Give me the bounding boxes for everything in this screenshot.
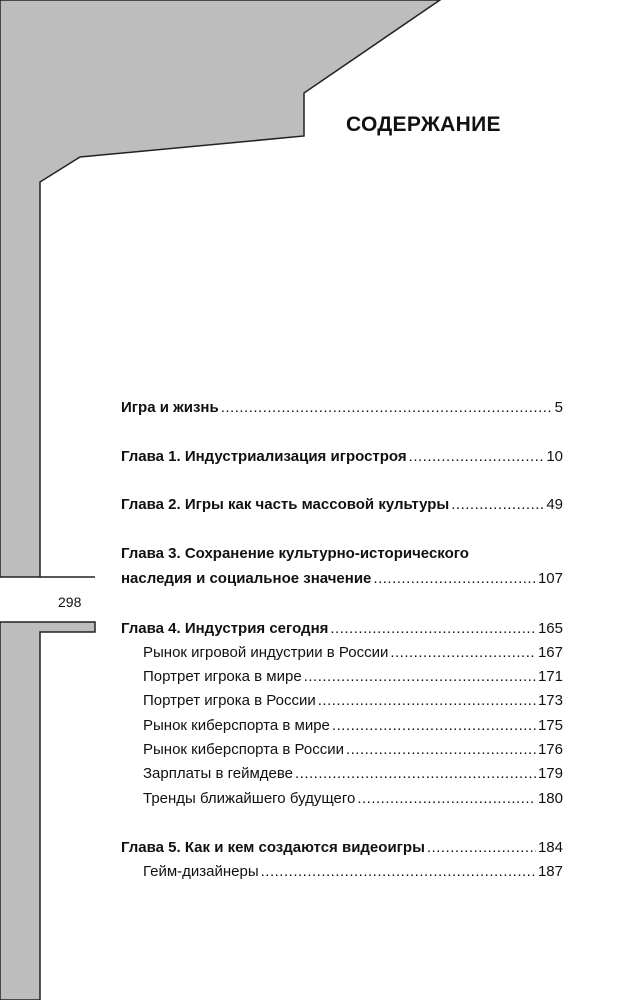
toc-entry-page: 10 <box>546 448 563 465</box>
toc-subentry[interactable] <box>143 641 563 665</box>
toc-entry-label: Рынок игровой индустрии в России <box>143 644 389 661</box>
dot-leader <box>318 689 536 713</box>
dot-leader <box>427 836 536 860</box>
dot-leader <box>304 665 536 689</box>
dot-leader <box>221 396 553 420</box>
toc-entry-label: Глава 5. Как и кем создаются видеоигры <box>121 839 425 856</box>
toc-entry-page: 176 <box>537 741 563 758</box>
toc-entry-label: Тренды ближайшего будущего <box>143 790 356 807</box>
toc-entry-label: Глава 2. Игры как часть массовой культуры <box>121 496 450 513</box>
toc-entry-page: 171 <box>537 668 563 685</box>
dot-leader <box>409 445 545 469</box>
toc-subentry[interactable] <box>143 787 563 811</box>
toc-subentry[interactable] <box>143 762 563 786</box>
toc-subentry[interactable] <box>143 665 563 689</box>
dot-leader <box>451 493 544 517</box>
toc-entry-label: Глава 1. Индустриализация игростроя <box>121 448 407 465</box>
toc-entry-page: 165 <box>537 620 563 637</box>
toc-entry-chapter-2[interactable] <box>121 493 563 517</box>
toc-entry-page: 180 <box>537 790 563 807</box>
toc-entry-label: Рынок киберспорта в России <box>143 741 344 758</box>
toc-entry-label: Игра и жизнь <box>121 399 219 416</box>
toc-entry-label: Глава 4. Индустрия сегодня <box>121 620 329 637</box>
toc-entry-page: 49 <box>546 496 563 513</box>
toc-entry-label: Портрет игрока в мире <box>143 668 302 685</box>
dot-leader <box>261 860 536 884</box>
toc-entry-label: Гейм-дизайнеры <box>143 863 259 880</box>
toc-entry-page: 173 <box>537 692 563 709</box>
toc-entry-chapter-3-line1[interactable]: Глава 3. Сохранение культурно-исторического <box>121 545 469 562</box>
page-number: 298 <box>58 594 82 610</box>
toc-entry-label: Портрет игрока в России <box>143 692 316 709</box>
toc-entry-page: 187 <box>537 863 563 880</box>
dot-leader <box>332 714 536 738</box>
dot-leader <box>346 738 536 762</box>
toc-entry-page: 184 <box>537 839 563 856</box>
toc-subentry[interactable] <box>143 689 563 713</box>
toc-subentry[interactable] <box>143 714 563 738</box>
toc-entry-page: 5 <box>554 399 563 416</box>
toc-entry-chapter-3[interactable] <box>121 567 563 591</box>
dot-leader <box>295 762 536 786</box>
toc-entry-chapter-5[interactable] <box>121 836 563 860</box>
toc-entry-page: 175 <box>537 717 563 734</box>
toc-entry-intro[interactable] <box>121 396 563 420</box>
toc-entry-page: 179 <box>537 765 563 782</box>
dot-leader <box>373 567 536 591</box>
toc-entry-label: Рынок киберспорта в мире <box>143 717 330 734</box>
toc-entry-page: 167 <box>537 644 563 661</box>
toc-subentry[interactable] <box>143 860 563 884</box>
page-title: СОДЕРЖАНИЕ <box>346 113 501 136</box>
dot-leader <box>330 617 536 641</box>
toc-entry-label: наследия и социальное значение <box>121 570 372 587</box>
dot-leader <box>357 787 536 811</box>
toc-entry-page: 107 <box>537 570 563 587</box>
toc-entry-chapter-1[interactable] <box>121 445 563 469</box>
toc-entry-chapter-4[interactable] <box>121 617 563 641</box>
toc-subentry[interactable] <box>143 738 563 762</box>
dot-leader <box>390 641 536 665</box>
toc-entry-label: Зарплаты в геймдеве <box>143 765 293 782</box>
